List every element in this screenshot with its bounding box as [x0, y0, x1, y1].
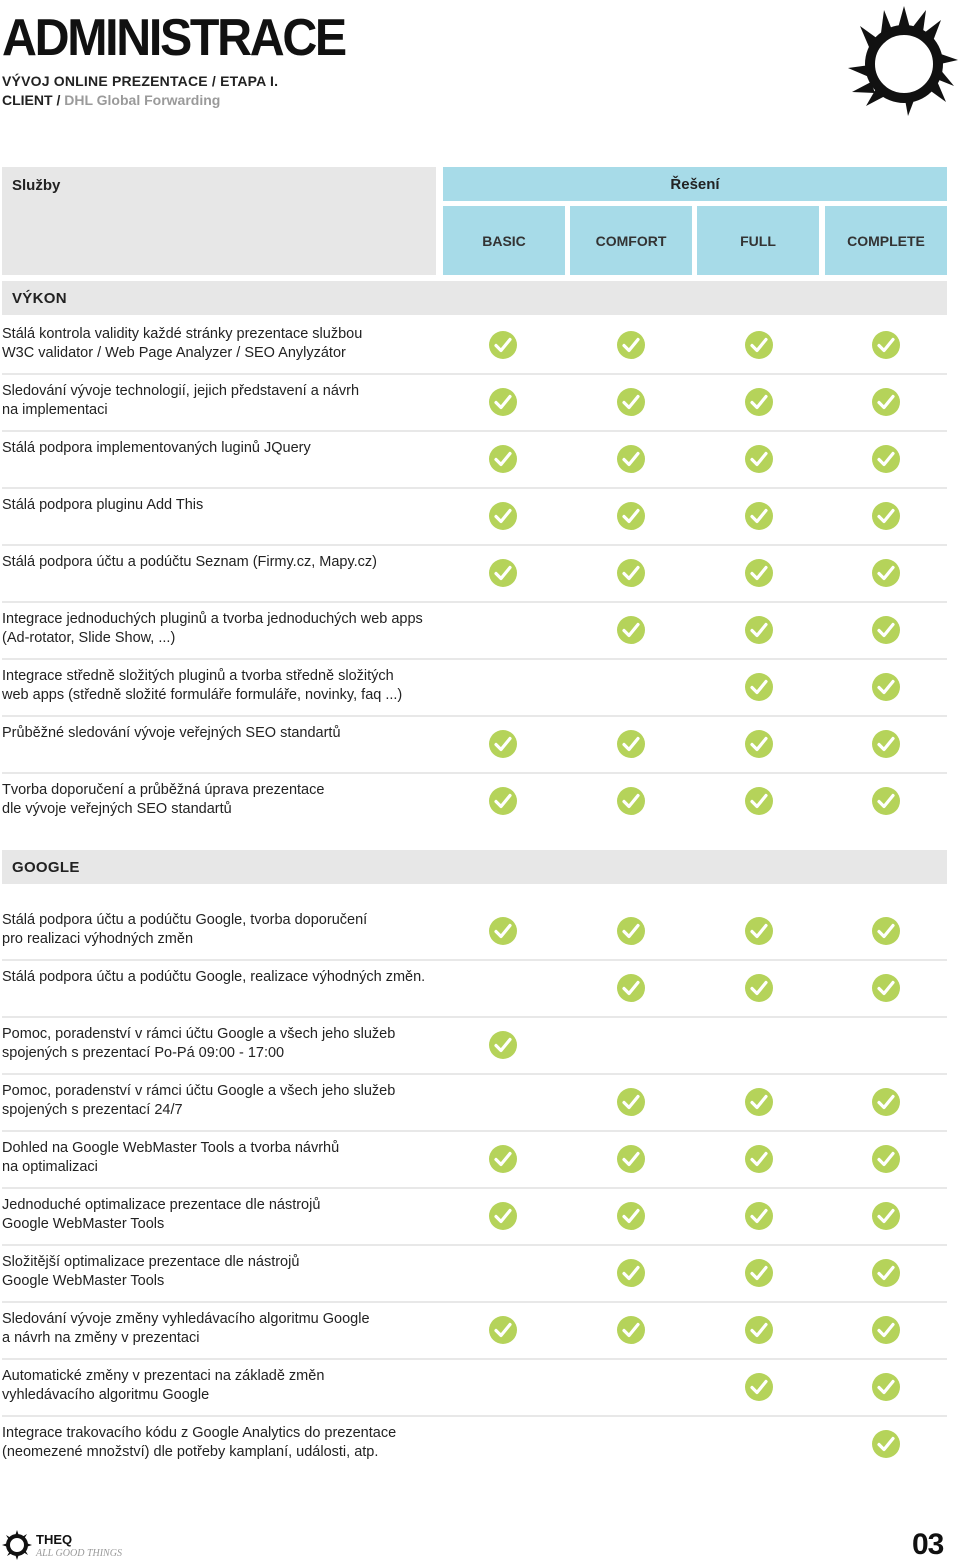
- check-icon: [871, 444, 901, 474]
- table-row: [2, 1018, 947, 1075]
- table-row: [2, 546, 947, 603]
- tier-comfort: COMFORT: [570, 206, 692, 275]
- check-icon: [616, 1315, 646, 1345]
- check-icon: [744, 786, 774, 816]
- table-row: [2, 774, 947, 831]
- table-row: [2, 717, 947, 774]
- check-icon: [871, 786, 901, 816]
- table-row: [2, 603, 947, 660]
- check-icon: [616, 916, 646, 946]
- check-icon: [871, 1429, 901, 1459]
- table-row: [2, 1075, 947, 1132]
- check-icon: [871, 1315, 901, 1345]
- check-icon: [616, 1144, 646, 1174]
- check-icon: [488, 558, 518, 588]
- service-label: Dohled na Google WebMaster Tools a tvorba návrhů na optimalizaci: [2, 1140, 340, 1175]
- check-icon: [744, 1258, 774, 1288]
- check-icon: [744, 973, 774, 1003]
- check-icon: [616, 615, 646, 645]
- service-label: Sledování vývoje změny vyhledávacího algoritmu Google a návrh na změny v prezentaci: [2, 1311, 370, 1346]
- section-header: VÝKON: [2, 281, 947, 315]
- check-icon: [871, 973, 901, 1003]
- table-row: [2, 1189, 947, 1246]
- tier-complete: COMPLETE: [825, 206, 947, 275]
- check-icon: [616, 1087, 646, 1117]
- check-icon: [744, 558, 774, 588]
- page-title: ADMINISTRACE: [2, 9, 345, 67]
- check-icon: [744, 387, 774, 417]
- table-row: [2, 961, 947, 1018]
- check-icon: [871, 387, 901, 417]
- service-label: Průběžné sledování vývoje veřejných SEO standartů: [2, 725, 341, 741]
- service-label: Stálá podpora účtu a podúčtu Google, realizace výhodných změn.: [2, 969, 426, 985]
- service-label: Složitější optimalizace prezentace dle nástrojů Google WebMaster Tools: [2, 1254, 300, 1289]
- check-icon: [871, 1087, 901, 1117]
- table-row: [2, 1303, 947, 1360]
- table-row: [2, 375, 947, 432]
- client-line: [2, 92, 220, 108]
- service-label: Jednoduché optimalizace prezentace dle nástrojů Google WebMaster Tools: [2, 1197, 321, 1232]
- table-row: [2, 318, 947, 375]
- check-icon: [744, 330, 774, 360]
- service-label: Integrace jednoduchých pluginů a tvorba jednoduchých web apps (Ad-rotator, Slide Show, ...): [2, 611, 423, 646]
- tier-full: FULL: [697, 206, 819, 275]
- service-label: Integrace trakovacího kódu z Google Analytics do prezentace (neomezené množství) dle potřeby kamplaní, události, atp.: [2, 1425, 397, 1460]
- client-label: CLIENT /: [2, 92, 61, 108]
- service-label: Pomoc, poradenství v rámci účtu Google a všech jeho služeb spojených s prezentací Po-Pá 09:00 - 17:00: [2, 1026, 396, 1061]
- table-row: [2, 1246, 947, 1303]
- check-icon: [488, 444, 518, 474]
- check-icon: [744, 1372, 774, 1402]
- check-icon: [871, 615, 901, 645]
- service-label: Stálá podpora účtu a podúčtu Seznam (Firmy.cz, Mapy.cz): [2, 554, 378, 570]
- check-icon: [616, 558, 646, 588]
- service-label: Stálá kontrola validity každé stránky prezentace službou W3C validator / Web Page Analyzer / SEO Anylyzátor: [2, 326, 363, 361]
- footer-tagline: ALL GOOD THINGS: [36, 1548, 122, 1559]
- check-icon: [871, 1372, 901, 1402]
- service-label: Stálá podpora účtu a podúčtu Google, tvorba doporučení pro realizaci výhodných změn: [2, 912, 368, 947]
- table-row: [2, 489, 947, 546]
- tier-basic: BASIC: [443, 206, 565, 275]
- footer-brand: THEQ: [36, 1532, 73, 1547]
- service-label: Integrace středně složitých pluginů a tvorba středně složitých web apps (středně složité formuláře formuláře, novinky, faq ...): [2, 668, 403, 703]
- table-row: [2, 660, 947, 717]
- service-label: Stálá podpora implementovaných luginů JQuery: [2, 440, 311, 456]
- check-icon: [616, 444, 646, 474]
- check-icon: [616, 501, 646, 531]
- check-icon: [744, 1144, 774, 1174]
- brand-logo-icon: [846, 2, 960, 118]
- service-label: Stálá podpora pluginu Add This: [2, 497, 204, 513]
- table-row: [2, 904, 947, 961]
- check-icon: [744, 615, 774, 645]
- check-icon: [744, 501, 774, 531]
- check-icon: [488, 1315, 518, 1345]
- check-icon: [616, 786, 646, 816]
- section-header: GOOGLE: [2, 850, 947, 884]
- check-icon: [871, 672, 901, 702]
- check-icon: [488, 729, 518, 759]
- service-label: Tvorba doporučení a průběžná úprava prezentace dle vývoje veřejných SEO standartů: [2, 782, 325, 817]
- footer-logo-icon: [2, 1530, 32, 1560]
- check-icon: [616, 973, 646, 1003]
- check-icon: [744, 916, 774, 946]
- check-icon: [488, 1030, 518, 1060]
- check-icon: [871, 558, 901, 588]
- project-subtitle: VÝVOJ ONLINE PREZENTACE / ETAPA I.: [2, 73, 279, 89]
- check-icon: [871, 501, 901, 531]
- client-name: DHL Global Forwarding: [64, 92, 221, 108]
- check-icon: [744, 729, 774, 759]
- check-icon: [871, 916, 901, 946]
- check-icon: [744, 672, 774, 702]
- table-row: [2, 1132, 947, 1189]
- page-number: 03: [912, 1528, 944, 1561]
- check-icon: [616, 387, 646, 417]
- check-icon: [871, 330, 901, 360]
- check-icon: [488, 786, 518, 816]
- table-row: [2, 432, 947, 489]
- check-icon: [744, 1315, 774, 1345]
- check-icon: [871, 1201, 901, 1231]
- service-label: Automatické změny v prezentaci na základě změn vyhledávacího algoritmu Google: [2, 1368, 325, 1403]
- service-label: Sledování vývoje technologií, jejich představení a návrh na implementaci: [2, 383, 360, 418]
- check-icon: [616, 330, 646, 360]
- check-icon: [488, 1144, 518, 1174]
- solutions-header: Řešení: [443, 167, 947, 201]
- table-row: [2, 1360, 947, 1417]
- check-icon: [616, 1201, 646, 1231]
- check-icon: [616, 729, 646, 759]
- services-header: Služby: [2, 167, 436, 275]
- check-icon: [871, 1258, 901, 1288]
- check-icon: [488, 387, 518, 417]
- check-icon: [616, 1258, 646, 1288]
- service-label: Pomoc, poradenství v rámci účtu Google a všech jeho služeb spojených s prezentací 24/7: [2, 1083, 396, 1118]
- check-icon: [871, 729, 901, 759]
- table-row: [2, 1417, 947, 1474]
- check-icon: [744, 1087, 774, 1117]
- check-icon: [871, 1144, 901, 1174]
- check-icon: [744, 1201, 774, 1231]
- check-icon: [488, 916, 518, 946]
- check-icon: [488, 330, 518, 360]
- check-icon: [488, 1201, 518, 1231]
- check-icon: [744, 444, 774, 474]
- check-icon: [488, 501, 518, 531]
